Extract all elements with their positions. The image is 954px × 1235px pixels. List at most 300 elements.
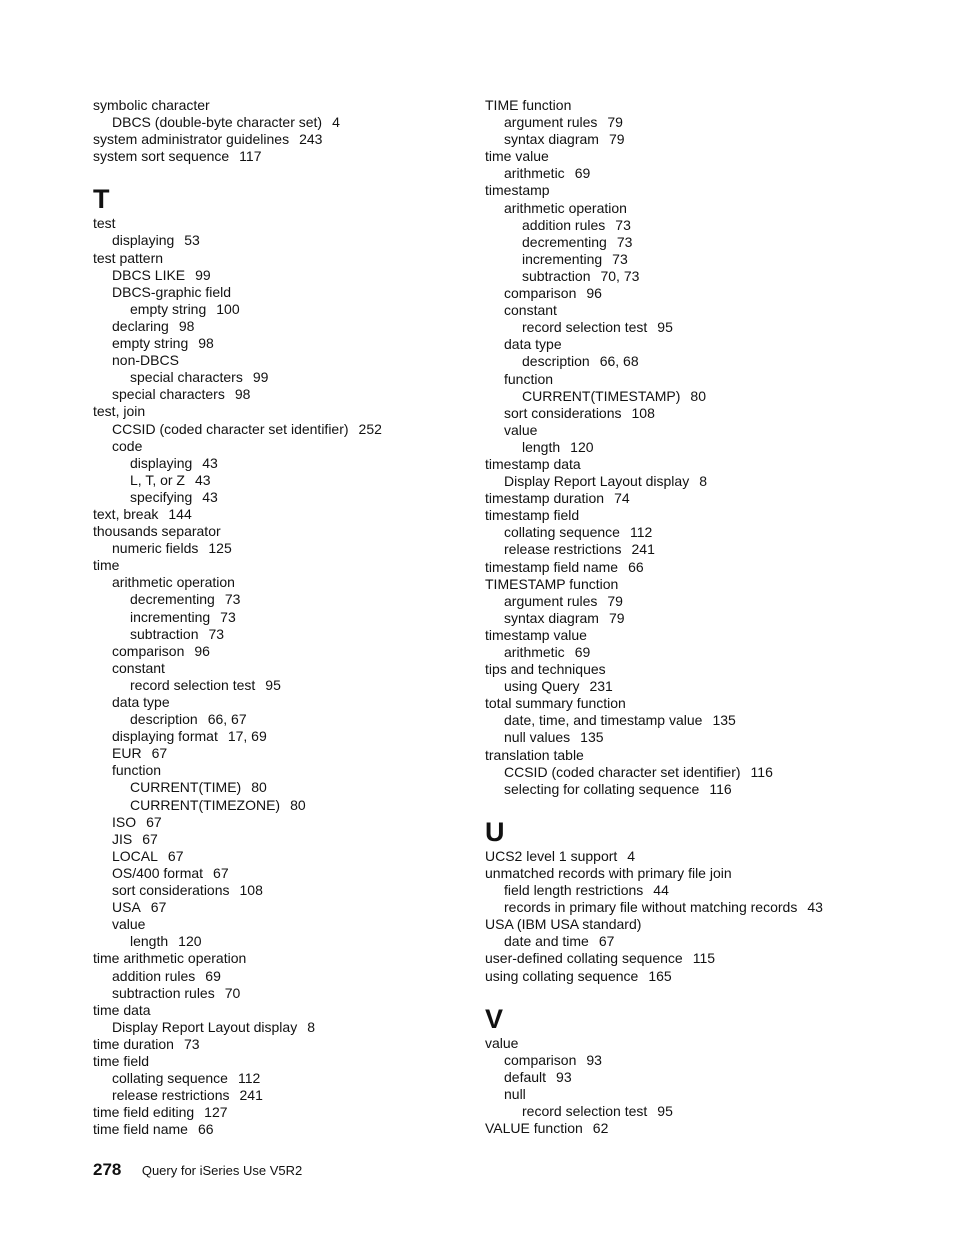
- page-reference: 96: [194, 642, 210, 659]
- index-entry: [93, 438, 463, 455]
- index-term: time value: [485, 148, 549, 165]
- index-term: specifying: [130, 488, 193, 505]
- index-term: timestamp: [485, 182, 550, 199]
- index-term: length: [522, 438, 561, 455]
- index-entry: [485, 968, 925, 985]
- index-term: user-defined collating sequence: [485, 950, 683, 967]
- page-reference: 43: [807, 899, 823, 916]
- page-reference: 93: [556, 1068, 572, 1085]
- index-term: comparison: [504, 1051, 577, 1068]
- index-term: VALUE function: [485, 1120, 583, 1137]
- index-term: translation table: [485, 746, 584, 763]
- page-number: 278: [93, 1160, 122, 1179]
- index-entry: [485, 182, 925, 199]
- index-term: CCSID (coded character set identifier): [112, 420, 349, 437]
- page-reference: 120: [570, 438, 594, 455]
- index-term: total summary function: [485, 695, 626, 712]
- index-entry: [93, 814, 463, 831]
- index-term: sort considerations: [504, 404, 622, 421]
- index-term: selecting for collating sequence: [504, 780, 700, 797]
- index-entry: [93, 352, 463, 369]
- index-entry: [93, 1036, 463, 1053]
- page-reference: 231: [589, 678, 613, 695]
- index-entry: [93, 1070, 463, 1087]
- index-term: displaying: [112, 232, 175, 249]
- index-term: OS/400 format: [112, 864, 204, 881]
- index-term: TIME function: [485, 97, 572, 113]
- index-entry: [93, 386, 463, 403]
- section-letter: U: [485, 816, 505, 847]
- index-entry: [485, 302, 925, 319]
- page-reference: 66: [197, 1121, 214, 1138]
- index-entry: [93, 779, 463, 796]
- page-reference: 99: [252, 369, 269, 386]
- index-term: time field editing: [93, 1104, 195, 1121]
- page-reference: 79: [608, 609, 625, 626]
- index-entry: [93, 745, 463, 762]
- index-entry: [93, 421, 463, 438]
- page-reference: 70: [224, 984, 241, 1001]
- page-reference: 165: [648, 967, 672, 984]
- index-term: function: [504, 370, 554, 387]
- page-footer: [93, 1160, 302, 1180]
- index-term: addition rules: [522, 216, 606, 233]
- index-term: function: [112, 762, 162, 779]
- index-entry: [485, 916, 925, 933]
- page-reference: 67: [167, 847, 184, 864]
- index-entry: [485, 148, 925, 165]
- index-term: CURRENT(TIMEZONE): [130, 796, 281, 813]
- index-term: Display Report Layout display: [504, 473, 690, 490]
- index-term: decrementing: [522, 233, 607, 250]
- page-reference: 79: [607, 592, 623, 609]
- index-entry: [485, 781, 925, 798]
- index-entry: [485, 97, 925, 114]
- page-reference: 95: [657, 319, 673, 336]
- index-term: declaring: [112, 317, 169, 334]
- index-entry: [485, 712, 925, 729]
- index-term: value: [112, 916, 146, 933]
- index-term: L, T, or Z: [130, 471, 185, 488]
- index-term: EUR: [112, 745, 142, 762]
- index-entry: [93, 472, 463, 489]
- index-entry: [485, 268, 925, 285]
- index-entry: [93, 284, 463, 301]
- index-entry: [485, 627, 925, 644]
- page-reference: 43: [202, 488, 218, 505]
- index-term: DBCS LIKE: [112, 266, 186, 283]
- index-term: CURRENT(TIME): [130, 779, 242, 796]
- page-reference: 116: [750, 763, 773, 780]
- page-reference: 8: [307, 1018, 316, 1035]
- index-term: system sort sequence: [93, 148, 230, 165]
- index-term: null values: [504, 729, 571, 746]
- index-term: TIMESTAMP function: [485, 575, 619, 592]
- page-reference: 125: [208, 540, 232, 557]
- page-reference: 100: [216, 300, 240, 317]
- index-term: data type: [504, 336, 562, 353]
- page-reference: 120: [178, 933, 202, 950]
- page-reference: 80: [690, 387, 706, 404]
- index-entry: [485, 456, 925, 473]
- page-reference: 112: [629, 524, 653, 541]
- index-term: USA (IBM USA standard): [485, 916, 642, 933]
- index-entry: [93, 335, 463, 352]
- index-term: tips and techniques: [485, 661, 606, 678]
- index-entry: [485, 729, 925, 746]
- index-entry: [485, 644, 925, 661]
- page-reference: 73: [612, 250, 628, 267]
- index-term: arithmetic operation: [504, 199, 627, 216]
- index-entry: [93, 301, 463, 318]
- index-term: code: [112, 437, 143, 454]
- index-entry: [93, 403, 463, 420]
- index-term: argument rules: [504, 592, 598, 609]
- index-entry: [93, 762, 463, 779]
- page-reference: 66, 68: [599, 353, 639, 370]
- index-entry: [485, 1052, 925, 1069]
- index-entry: [485, 507, 925, 524]
- page-reference: 73: [615, 216, 631, 233]
- index-entry: [485, 764, 925, 781]
- index-term: arithmetic operation: [112, 574, 235, 591]
- index-entry: [93, 626, 463, 643]
- index-entry: [485, 285, 925, 302]
- index-term: time field name: [93, 1121, 188, 1138]
- index-entry: [485, 388, 925, 405]
- index-entry: [93, 660, 463, 677]
- page-reference: 243: [299, 131, 323, 148]
- page-reference: 108: [239, 882, 263, 899]
- index-entry: [485, 353, 925, 370]
- index-term: constant: [112, 659, 165, 676]
- index-entry: [93, 1002, 463, 1019]
- index-entry: [93, 728, 463, 745]
- index-term: syntax diagram: [504, 131, 599, 148]
- index-entry: [93, 1104, 463, 1121]
- page-reference: 98: [178, 317, 195, 334]
- index-term: time: [93, 557, 120, 574]
- index-entry: [485, 422, 925, 439]
- index-term: data type: [112, 694, 170, 710]
- index-entry: [93, 148, 463, 165]
- index-term: time arithmetic operation: [93, 950, 247, 967]
- index-entry: [93, 848, 463, 865]
- index-term: timestamp duration: [485, 490, 605, 507]
- index-term: records in primary file without matching records: [504, 899, 798, 916]
- index-entry: [485, 524, 925, 541]
- page-reference: 74: [614, 490, 630, 507]
- index-term: argument rules: [504, 114, 598, 131]
- index-term: using collating sequence: [485, 967, 639, 984]
- index-term: test: [93, 215, 116, 232]
- index-term: length: [130, 933, 169, 950]
- page-reference: 62: [592, 1120, 609, 1137]
- index-entry: [93, 985, 463, 1002]
- page-reference: 70, 73: [600, 267, 640, 284]
- index-term: CURRENT(TIMESTAMP): [522, 387, 681, 404]
- page-reference: 115: [692, 950, 716, 967]
- section-letter: T: [93, 184, 110, 215]
- index-entry: [485, 576, 925, 593]
- index-entry: [485, 1069, 925, 1086]
- index-entry: [93, 831, 463, 848]
- index-entry: [93, 1121, 463, 1138]
- index-entry: [485, 882, 925, 899]
- index-entry: [485, 1035, 925, 1052]
- page-reference: 99: [195, 266, 211, 283]
- index-term: comparison: [504, 285, 577, 302]
- index-entry: [93, 114, 463, 131]
- index-entry: [485, 439, 925, 456]
- index-entry: [485, 1120, 925, 1137]
- book-title: Query for iSeries Use V5R2: [141, 1163, 303, 1178]
- page-reference: 116: [709, 780, 732, 797]
- index-entry: [93, 882, 463, 899]
- page-reference: 144: [168, 505, 192, 522]
- index-term: release restrictions: [504, 541, 622, 558]
- index-entry: [485, 165, 925, 182]
- index-entry: [93, 677, 463, 694]
- index-entry: [485, 541, 925, 558]
- index-term: LOCAL: [112, 847, 158, 864]
- index-entry: [93, 609, 463, 626]
- index-entry: [485, 610, 925, 627]
- index-entry: [93, 557, 463, 574]
- index-entry: [93, 455, 463, 472]
- index-entry: [93, 250, 463, 267]
- page-reference: 95: [657, 1102, 673, 1119]
- index-entry: [485, 371, 925, 388]
- index-term: comparison: [112, 642, 185, 659]
- page-reference: 66: [628, 558, 644, 575]
- index-entry: [485, 950, 925, 967]
- index-term: value: [485, 1034, 519, 1051]
- index-term: ISO: [112, 813, 137, 830]
- index-entry: [93, 232, 463, 249]
- index-entry: [485, 678, 925, 695]
- index-entry: [485, 661, 925, 678]
- index-entry: [93, 489, 463, 506]
- index-term: JIS: [112, 830, 133, 847]
- index-entry: [485, 747, 925, 764]
- index-term: subtraction: [522, 267, 591, 284]
- index-entry: [93, 1087, 463, 1104]
- index-term: Display Report Layout display: [112, 1018, 298, 1035]
- index-term: DBCS (double-byte character set): [112, 114, 323, 131]
- index-entry: [485, 695, 925, 712]
- page-reference: 98: [234, 386, 251, 403]
- index-entry: [485, 217, 925, 234]
- index-term: system administrator guidelines: [93, 131, 290, 148]
- index-term: test pattern: [93, 249, 164, 266]
- index-term: description: [522, 353, 590, 370]
- index-entry: [93, 523, 463, 540]
- page-reference: 135: [712, 712, 736, 729]
- index-entry: [93, 506, 463, 523]
- index-entry: [485, 933, 925, 950]
- index-entry: [485, 319, 925, 336]
- index-term: thousands separator: [93, 523, 221, 540]
- index-term: non-DBCS: [112, 352, 179, 369]
- page-reference: 4: [627, 847, 636, 864]
- index-term: displaying: [130, 454, 193, 471]
- index-term: date, time, and timestamp value: [504, 712, 703, 729]
- page-reference: 73: [224, 591, 241, 608]
- page-reference: 67: [142, 830, 158, 847]
- page-reference: 73: [208, 625, 225, 642]
- page-reference: 67: [598, 933, 615, 950]
- index-entry: [485, 559, 925, 576]
- page-reference: 67: [146, 813, 162, 830]
- index-entry: [485, 593, 925, 610]
- index-term: empty string: [130, 300, 207, 317]
- page-reference: 93: [586, 1051, 602, 1068]
- index-term: record selection test: [522, 1102, 648, 1119]
- index-column-left: [93, 97, 463, 1138]
- index-entry: [93, 318, 463, 335]
- index-entry: [93, 97, 463, 114]
- index-term: collating sequence: [504, 524, 620, 541]
- index-entry: [93, 369, 463, 386]
- index-term: constant: [504, 302, 557, 319]
- page-reference: 95: [265, 676, 281, 693]
- index-term: record selection test: [522, 319, 648, 336]
- index-term: DBCS-graphic field: [112, 283, 232, 300]
- page-reference: 67: [213, 864, 229, 881]
- index-entry: [93, 1053, 463, 1070]
- index-term: time data: [93, 1001, 151, 1018]
- page-reference: 112: [237, 1070, 261, 1087]
- index-entry: [485, 1086, 925, 1103]
- page-reference: 252: [358, 420, 382, 437]
- index-term: test, join: [93, 403, 146, 420]
- index-entry: [485, 114, 925, 131]
- index-entry: [93, 933, 463, 950]
- index-term: collating sequence: [112, 1070, 228, 1087]
- index-term: arithmetic: [504, 644, 565, 660]
- page-reference: 73: [220, 608, 236, 625]
- index-term: time duration: [93, 1035, 174, 1052]
- index-entry: [485, 131, 925, 148]
- page-reference: 4: [332, 114, 340, 131]
- index-entry: [93, 643, 463, 660]
- index-term: special characters: [112, 386, 225, 403]
- page-reference: 96: [586, 285, 602, 302]
- page-reference: 108: [631, 404, 655, 421]
- index-term: null: [504, 1085, 526, 1102]
- page-reference: 135: [580, 729, 604, 746]
- index-term: record selection test: [130, 676, 256, 693]
- index-term: subtraction: [130, 625, 199, 642]
- index-entry: [93, 950, 463, 967]
- index-term: decrementing: [130, 591, 215, 608]
- index-term: text, break: [93, 505, 159, 522]
- index-term: field length restrictions: [504, 882, 644, 899]
- index-entry: [93, 865, 463, 882]
- index-term: addition rules: [112, 967, 196, 984]
- index-entry: [93, 267, 463, 284]
- page-reference: 80: [251, 779, 267, 796]
- page-reference: 66, 67: [207, 711, 247, 728]
- index-entry: [93, 916, 463, 933]
- page-reference: 80: [290, 796, 306, 813]
- index-term: timestamp field name: [485, 558, 619, 575]
- index-term: CCSID (coded character set identifier): [504, 763, 741, 780]
- page-reference: 17, 69: [227, 728, 267, 745]
- index-entry: [93, 711, 463, 728]
- index-entry: [93, 540, 463, 557]
- index-entry: [485, 200, 925, 217]
- index-term: value: [504, 421, 538, 438]
- index-term: incrementing: [522, 250, 603, 267]
- index-entry: [485, 865, 925, 882]
- index-term: timestamp field: [485, 507, 580, 524]
- page-reference: 67: [151, 745, 168, 762]
- page-reference: 127: [204, 1104, 228, 1121]
- index-term: date and time: [504, 933, 589, 950]
- page-reference: 43: [202, 454, 218, 471]
- index-entry: [93, 1019, 463, 1036]
- index-term: arithmetic: [504, 165, 565, 182]
- page-reference: 241: [631, 541, 655, 558]
- index-term: special characters: [130, 369, 243, 386]
- page-reference: 43: [194, 471, 211, 488]
- page-reference: 79: [608, 131, 625, 148]
- index-column-right: [485, 97, 925, 1137]
- index-term: numeric fields: [112, 540, 199, 557]
- page-reference: 69: [205, 967, 221, 984]
- index-entry: [93, 899, 463, 916]
- page-reference: 44: [653, 882, 669, 899]
- page-reference: 98: [198, 335, 214, 352]
- page-reference: 79: [607, 114, 623, 131]
- page-reference: 73: [616, 233, 633, 250]
- index-term: USA: [112, 899, 141, 916]
- index-entry: [93, 797, 463, 814]
- index-term: symbolic character: [93, 97, 210, 113]
- page-reference: 117: [239, 148, 262, 165]
- index-term: UCS2 level 1 support: [485, 847, 618, 864]
- index-entry: [93, 574, 463, 591]
- index-entry: [485, 251, 925, 268]
- index-term: syntax diagram: [504, 609, 599, 626]
- page-reference: 8: [699, 473, 708, 490]
- page-reference: 53: [184, 232, 200, 249]
- index-term: empty string: [112, 335, 189, 352]
- index-term: default: [504, 1068, 547, 1085]
- index-term: time field: [93, 1052, 150, 1069]
- index-entry: [485, 490, 925, 507]
- index-term: subtraction rules: [112, 984, 215, 1001]
- index-term: incrementing: [130, 608, 211, 625]
- index-term: release restrictions: [112, 1087, 230, 1104]
- index-term: timestamp data: [485, 455, 581, 472]
- index-term: unmatched records with primary file join: [485, 864, 732, 881]
- page-reference: 241: [239, 1087, 263, 1104]
- page-reference: 69: [574, 165, 591, 182]
- index-term: sort considerations: [112, 882, 230, 899]
- index-entry: [485, 405, 925, 422]
- index-term: timestamp value: [485, 626, 587, 643]
- index-entry: [485, 473, 925, 490]
- page-reference: 67: [150, 899, 167, 916]
- index-entry: [485, 1103, 925, 1120]
- index-entry: [485, 899, 925, 916]
- page-reference: 73: [183, 1035, 200, 1052]
- index-entry: [93, 694, 463, 711]
- index-term: displaying format: [112, 728, 218, 745]
